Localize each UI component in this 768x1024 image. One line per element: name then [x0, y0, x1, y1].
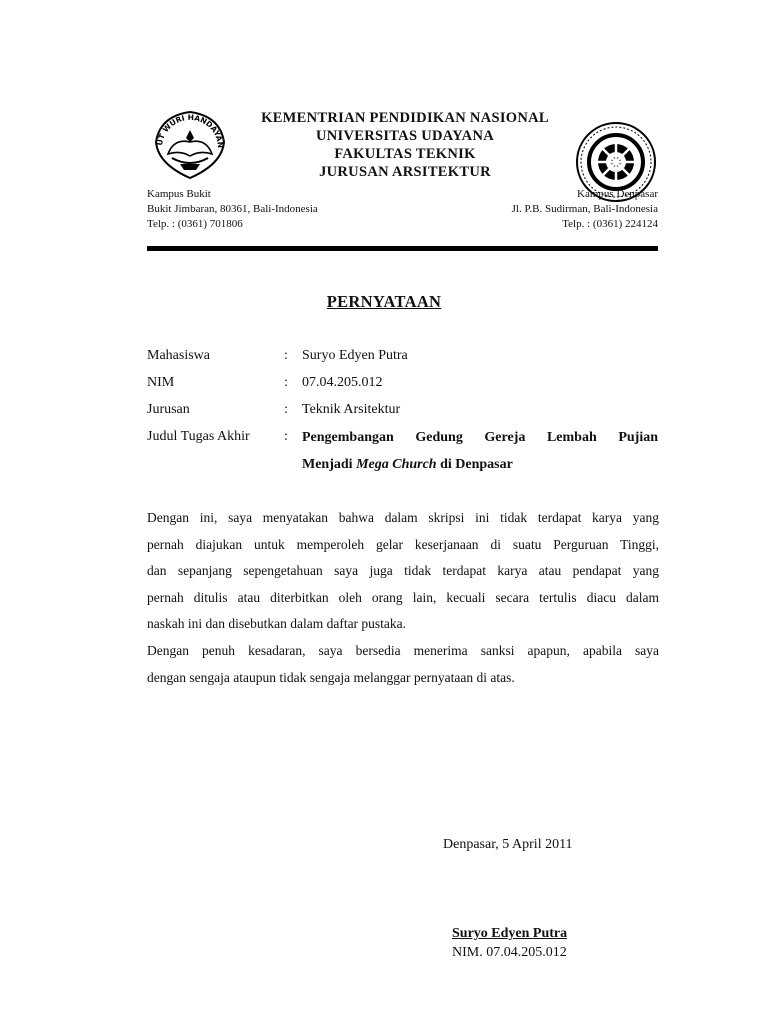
statement-paragraph-2 — [147, 638, 659, 691]
place-date: Denpasar, 5 April 2011 — [443, 837, 573, 852]
campus-left-address: Bukit Jimbaran, 80361, Bali-Indonesia — [147, 203, 318, 215]
field-label: NIM — [147, 375, 175, 390]
field-value: Suryo Edyen Putra — [302, 348, 408, 363]
paragraph-line: naskah ini dan disebutkan dalam daftar pustaka. — [147, 616, 407, 632]
org-faculty: FAKULTAS TEKNIK — [334, 146, 476, 162]
paragraph-line: Dengan ini, saya menyatakan bahwa dalam skripsi ini tidak terdapat karya yang — [147, 510, 659, 525]
field-value: 07.04.205.012 — [302, 375, 383, 390]
field-label: Mahasiswa — [147, 348, 210, 363]
org-ministry: KEMENTRIAN PENDIDIKAN NASIONAL — [261, 110, 549, 126]
thesis-line2-post: di Denpasar — [436, 457, 513, 472]
campus-left-name: Kampus Bukit — [147, 188, 211, 200]
signatory-nim: NIM. 07.04.205.012 — [452, 945, 567, 960]
thesis-title — [302, 424, 658, 478]
field-colon: : — [284, 402, 288, 417]
logo-motto: UT WURI HANDAYAN — [155, 112, 226, 149]
document-title: PERNYATAAN — [326, 292, 442, 311]
campus-right-phone: Telp. : (0361) 224124 — [562, 218, 658, 230]
campus-left-block — [147, 187, 318, 232]
field-colon: : — [284, 429, 288, 444]
paragraph-line: pernah diajukan untuk memperoleh gelar keserjanaan di suatu Perguruan Tinggi, — [147, 536, 659, 552]
thesis-line2-pre: Menjadi — [302, 457, 357, 472]
campus-right-block — [512, 187, 658, 232]
campus-left-phone: Telp. : (0361) 701806 — [147, 218, 243, 230]
header-divider — [147, 246, 658, 251]
paragraph-line: Dengan penuh kesadaran, saya bersedia menerima sanksi apapun, apabila saya — [147, 643, 659, 658]
field-colon: : — [284, 375, 288, 390]
paragraph-line: pernah ditulis atau diterbitkan oleh orang lain, kecuali secara tertulis diacu dalam — [147, 589, 659, 605]
thesis-title-line1: Pengembangan Gedung Gereja Lembah Pujian — [302, 430, 658, 445]
field-colon: : — [284, 348, 288, 363]
campus-right-name: Kampus Denpasar — [577, 188, 658, 200]
field-label: Judul Tugas Akhir — [147, 429, 250, 444]
thesis-title-line2 — [302, 457, 513, 472]
field-label: Jurusan — [147, 402, 190, 417]
campus-right-address: Jl. P.B. Sudirman, Bali-Indonesia — [511, 203, 658, 215]
org-department: JURUSAN ARSITEKTUR — [319, 164, 491, 180]
field-value: Teknik Arsitektur — [302, 402, 401, 417]
paragraph-line: dengan sengaja ataupun tidak sengaja melanggar pernyataan di atas. — [147, 669, 515, 685]
statement-paragraph-1 — [147, 505, 659, 638]
paragraph-line: dan sepanjang sepengetahuan saya juga tidak terdapat karya atau pendapat yang — [147, 563, 659, 579]
thesis-line2-italic: Mega Church — [356, 457, 437, 472]
signatory-name: Suryo Edyen Putra — [452, 926, 568, 941]
org-university: UNIVERSITAS UDAYANA — [315, 128, 494, 144]
